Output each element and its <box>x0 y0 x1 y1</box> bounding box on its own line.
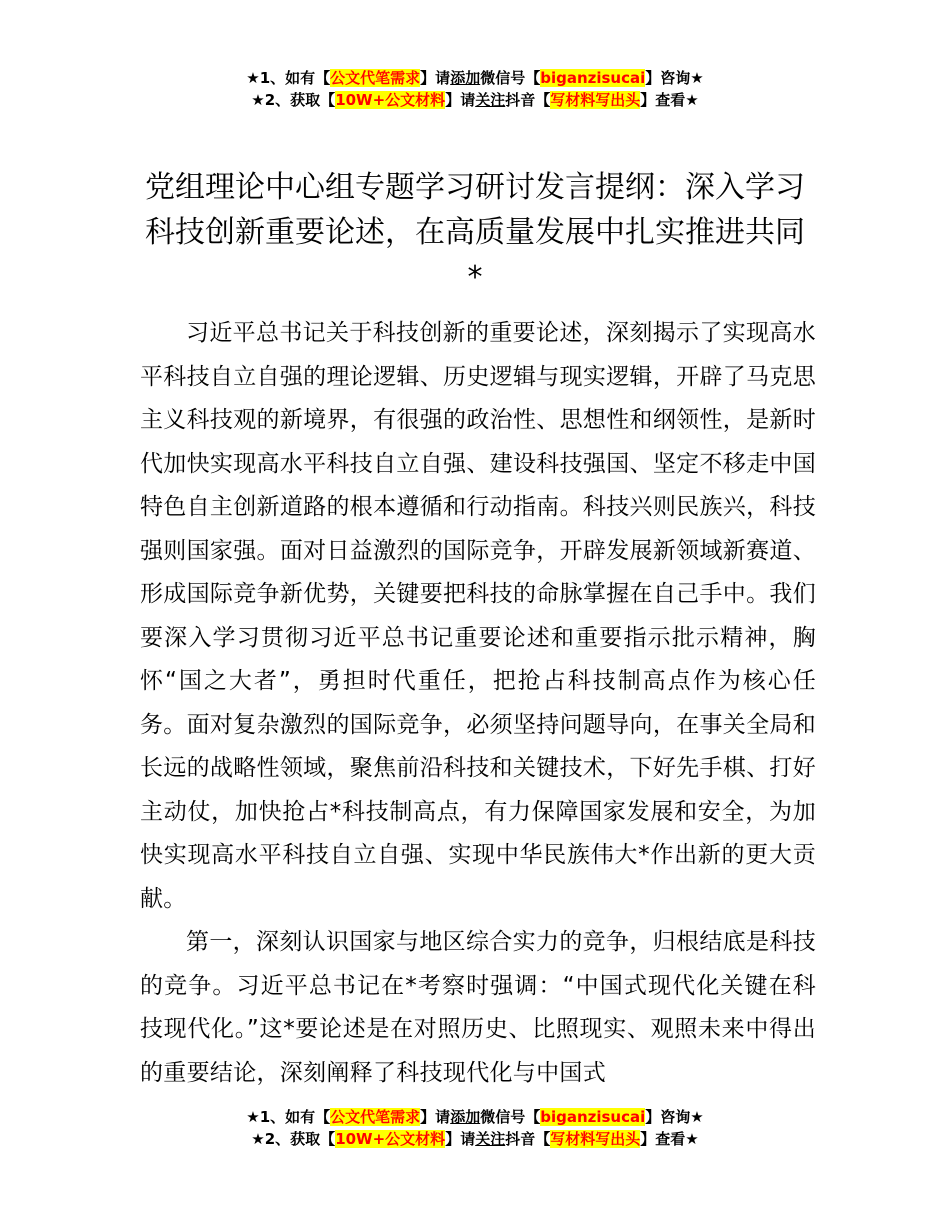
banner-text: 】请 <box>445 91 476 109</box>
paragraph-2: 第一，深刻认识国家与地区综合实力的竞争，归根结底是科技的竞争。习近平总书记在*考察时强调：“中国式现代化关键在科技现代化。”这*要论述是在对照历史、比照现实、观照未来中得出的重要结论，深刻阐释了科技现代化与中国式 <box>140 929 816 1086</box>
banner-emphasis: 添加 <box>450 1108 481 1126</box>
banner-emphasis: 添加 <box>450 69 481 87</box>
banner-text: 抖音【 <box>505 1130 551 1148</box>
banner-text: 】请 <box>445 1130 476 1148</box>
highlight-douyin: 写材料写出头 <box>550 1130 641 1148</box>
footer-banner <box>0 1106 950 1150</box>
banner-text: ★1、如有【 <box>246 69 331 87</box>
highlight-service: 公文代笔需求 <box>330 1108 421 1126</box>
banner-text: ★2、获取【 <box>251 1130 336 1148</box>
banner-text: 抖音【 <box>505 91 551 109</box>
banner-line-2 <box>0 1128 950 1150</box>
header-banner <box>0 67 950 111</box>
banner-emphasis: 关注 <box>475 91 506 109</box>
banner-text: ★1、如有【 <box>246 1108 331 1126</box>
document-title: 党组理论中心组专题学习研讨发言提纲：深入学习科技创新重要论述，在高质量发展中扎实推进共同* <box>145 170 805 295</box>
banner-text: 】查看★ <box>640 1130 699 1148</box>
paragraph-1: 习近平总书记关于科技创新的重要论述，深刻揭示了实现高水平科技自立自强的理论逻辑、历史逻辑与现实逻辑，开辟了马克思主义科技观的新境界，有很强的政治性、思想性和纲领性，是新时代加快实现高水平科技自立自强、建设科技强国、坚定不移走中国特色自主创新道路的根本遵循和行动指南。科技兴则民族兴，科技强则国家强。面对日益激烈的国际竞争，开辟发展新领域新赛道、形成国际竞争新优势，关键要把科技的命脉掌握在自己手中。我们要深入学习贯彻习近平总书记重要论述和重要指示批示精神，胸怀“国之大者”，勇担时代重任，把抢占科技制高点作为核心任务。面对复杂激烈的国际竞争，必须坚持问题导向，在事关全局和长远的战略性领域，聚焦前沿科技和关键技术，下好先手棋、打好主动仗，加快抢占*科技制高点，有力保障国家发展和安全，为加快实现高水平科技自立自强、实现中华民族伟大*作出新的更大贡献。 <box>140 320 816 912</box>
highlight-wechat-id: biganzisucai <box>540 1108 646 1126</box>
banner-line-1 <box>0 67 950 89</box>
highlight-materials: 10W+公文材料 <box>335 1130 446 1148</box>
highlight-wechat-id: biganzisucai <box>540 69 646 87</box>
banner-text: 微信号【 <box>480 69 541 87</box>
highlight-douyin: 写材料写出头 <box>550 91 641 109</box>
banner-text: 】咨询★ <box>645 1108 704 1126</box>
banner-emphasis: 关注 <box>475 1130 506 1148</box>
banner-text: ★2、获取【 <box>251 91 336 109</box>
banner-line-2 <box>0 89 950 111</box>
banner-text: 】查看★ <box>640 91 699 109</box>
banner-line-1 <box>0 1106 950 1128</box>
banner-text: 】请 <box>420 69 451 87</box>
highlight-service: 公文代笔需求 <box>330 69 421 87</box>
document-body <box>140 312 816 1095</box>
highlight-materials: 10W+公文材料 <box>335 91 446 109</box>
banner-text: 】请 <box>420 1108 451 1126</box>
banner-text: 】咨询★ <box>645 69 704 87</box>
banner-text: 微信号【 <box>480 1108 541 1126</box>
